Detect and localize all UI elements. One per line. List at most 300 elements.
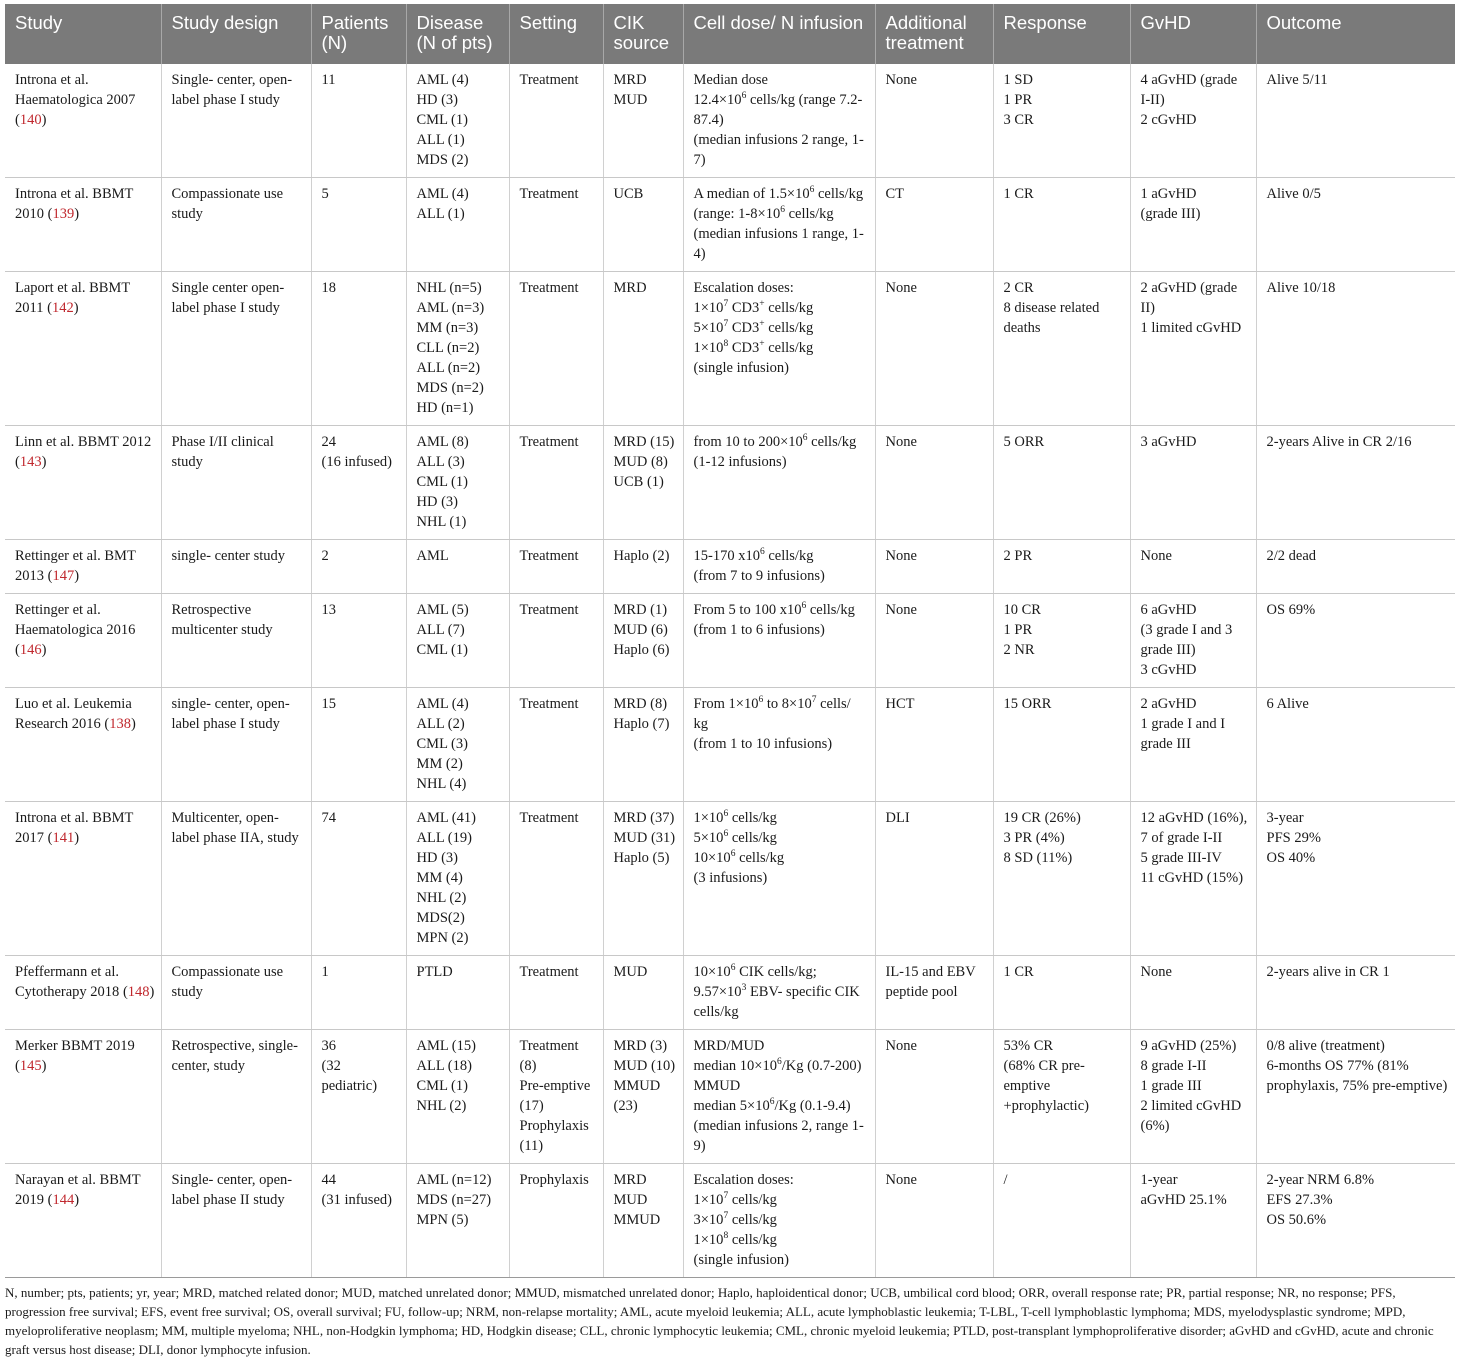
cell-response-line: (68% CR pre-emptive +prophylactic) (1003, 1058, 1089, 1114)
cell-gvhd (1130, 272, 1256, 426)
cell-design (161, 1164, 311, 1278)
cell-dose-line: from 10 to $200\times 10^6$ cells/kg (693, 433, 857, 450)
cell-cik-source (603, 594, 683, 688)
cell-patients-line: 11 (321, 72, 336, 88)
cell-response-line: / (1003, 1172, 1008, 1188)
cell-response (993, 540, 1130, 594)
cell-cik-source-line: MRD (613, 1172, 647, 1188)
cell-gvhd-line: 4 aGvHD (grade I-II) (1140, 72, 1238, 108)
cell-additional-treatment (875, 272, 993, 426)
cell-patients-line: 2 (321, 548, 329, 564)
cell-additional-treatment-text: DLI (885, 810, 910, 826)
cell-setting (509, 178, 603, 272)
cell-dose (683, 64, 875, 178)
cell-cik-source-line: Haplo (2) (613, 548, 670, 564)
cell-cik-source-line: Haplo (5) (613, 850, 670, 866)
table-body (5, 64, 1455, 1278)
cell-response-line: 1 PR (1003, 622, 1033, 638)
cell-design (161, 64, 311, 178)
cell-patients-line: 74 (321, 810, 336, 826)
cell-gvhd-line: 8 grade I-II (1140, 1058, 1207, 1074)
header-study-design: Study design (161, 4, 311, 64)
study-citation: Narayan et al. BBMT 2019 (15, 1172, 141, 1208)
cell-cik-source-line: MUD (10) (613, 1058, 676, 1074)
cell-disease-line: AML (41) (416, 810, 476, 826)
study-citation: Introna et al. Haematologica 2007 (15, 72, 136, 108)
cell-patients (311, 426, 406, 540)
table-row (5, 426, 1455, 540)
cell-cik-source-line: MRD (8) (613, 696, 668, 712)
cell-disease-line: ALL (1) (416, 132, 465, 148)
cell-outcome-line: OS 69% (1266, 602, 1316, 618)
cell-outcome-line: 3-year (1266, 810, 1304, 826)
cell-study: Luo et al. Leukemia Research 2016 (138) (5, 688, 161, 802)
cell-response-line: 5 ORR (1003, 434, 1045, 450)
cell-patients-line: 36 (321, 1038, 336, 1054)
cell-design-text: Single center open-label phase I study (171, 280, 285, 316)
cell-response-line: 3 CR (1003, 112, 1034, 128)
study-citation: Linn et al. BBMT 2012 (15, 434, 152, 450)
cell-dose-line: Median dose (693, 72, 768, 88)
header-row (5, 4, 1455, 64)
cell-study: Pfeffermann et al. Cytotherapy 2018 (148) (5, 956, 161, 1030)
cell-design-text: Retrospective multicenter study (171, 602, 273, 638)
cell-design-text: Single- center, open-label phase I study (171, 72, 293, 108)
cell-patients-line: (32 pediatric) (321, 1058, 378, 1094)
cell-dose-line: (median infusions 2 range, 1-7) (693, 132, 864, 168)
cell-dose-line: (3 infusions) (693, 870, 768, 886)
cell-dose-line: $9.57\times 10^3$ EBV- specific CIK cells/kg (693, 983, 860, 1020)
cell-design (161, 272, 311, 426)
cell-dose-line: $1\times 10^8$ CD3+ cells/kg (693, 339, 814, 356)
cell-disease-line: CLL (n=2) (416, 340, 480, 356)
cell-additional-treatment-text: None (885, 72, 917, 88)
cell-setting (509, 64, 603, 178)
cell-setting (509, 272, 603, 426)
cell-patients-line: 5 (321, 186, 329, 202)
cell-design-text: Retrospective, single-center, study (171, 1038, 298, 1074)
cell-disease-line: MDS (2) (416, 152, 469, 168)
cell-additional-treatment (875, 64, 993, 178)
header-cell-dose: Cell dose/ N infusion (683, 4, 875, 64)
cell-additional-treatment (875, 688, 993, 802)
cell-disease-line: AML (n=12) (416, 1172, 492, 1188)
cell-additional-treatment (875, 426, 993, 540)
cell-disease-line: AML (8) (416, 434, 469, 450)
cell-disease-line: ALL (n=2) (416, 360, 481, 376)
cell-dose-line: $5\times 10^7$ CD3+ cells/kg (693, 319, 814, 336)
cell-response (993, 272, 1130, 426)
header-additional-treatment: Additional treatment (875, 4, 993, 64)
cell-setting-line: Treatment (8) (519, 1038, 579, 1074)
cell-additional-treatment (875, 178, 993, 272)
cell-outcome (1256, 426, 1455, 540)
cell-gvhd-line: None (1140, 964, 1172, 980)
cell-cik-source-line: MRD (15) (613, 434, 675, 450)
cell-dose-line: (from 1 to 6 infusions) (693, 622, 825, 638)
cell-study: Laport et al. BBMT 2011 (142) (5, 272, 161, 426)
cell-additional-treatment-text: CT (885, 186, 905, 202)
cell-design (161, 688, 311, 802)
cell-disease (406, 272, 509, 426)
cell-dose-line: (median infusions 1 range, 1-4) (693, 226, 864, 262)
cell-cik-source-line: MRD (37) (613, 810, 675, 826)
cell-dose-line: $3\times 10^7$ cells/kg (693, 1211, 777, 1228)
table-row (5, 272, 1455, 426)
cell-dose (683, 426, 875, 540)
header-disease: Disease (N of pts) (406, 4, 509, 64)
cell-outcome (1256, 178, 1455, 272)
cell-cik-source-line: UCB (1) (613, 474, 664, 490)
cell-study: Merker BBMT 2019 (145) (5, 1030, 161, 1164)
table-row (5, 1164, 1455, 1278)
cell-response (993, 802, 1130, 956)
cell-patients (311, 540, 406, 594)
cell-outcome-line: 2/2 dead (1266, 548, 1317, 564)
cell-response-line: 3 PR (4%) (1003, 830, 1065, 846)
cell-setting (509, 802, 603, 956)
cell-gvhd-line: 12 aGvHD (16%), 7 of grade I-II (1140, 810, 1248, 846)
cell-dose-line: $1\times 10^7$ CD3+ cells/kg (693, 299, 814, 316)
cell-patients (311, 956, 406, 1030)
cell-gvhd-line: aGvHD 25.1% (1140, 1192, 1227, 1208)
cell-dose-line: (from 7 to 9 infusions) (693, 568, 825, 584)
cell-dose-line: A median of $1.5\times 10^6$ cells/kg (693, 185, 864, 202)
cell-cik-source-line: MUD (6) (613, 622, 668, 638)
cell-study: Linn et al. BBMT 2012 (143) (5, 426, 161, 540)
reference-link[interactable]: 144 (52, 1192, 75, 1208)
cell-setting (509, 1030, 603, 1164)
cik-studies-table (5, 4, 1455, 1278)
table-row (5, 688, 1455, 802)
cell-cik-source-line: MUD (31) (613, 830, 676, 846)
cell-study: Rettinger et al. Haematologica 2016 (146) (5, 594, 161, 688)
cell-patients (311, 594, 406, 688)
cell-dose-line: $5\times 10^6$ cells/kg (693, 829, 777, 846)
cell-design-text: Compassionate use study (171, 964, 284, 1000)
cell-dose-line: $1\times 10^6$ cells/kg (693, 809, 777, 826)
cell-dose-line: $10\times 10^6$ CIK cells/kg; (693, 963, 817, 980)
cell-setting-line: Treatment (519, 548, 579, 564)
cell-outcome (1256, 64, 1455, 178)
cell-cik-source-line: MMUD (23) (613, 1078, 661, 1114)
cell-disease-line: ALL (7) (416, 622, 465, 638)
cell-disease-line: ALL (1) (416, 206, 465, 222)
cell-gvhd (1130, 1164, 1256, 1278)
cell-outcome-line: 6-months OS 77% (81% prophylaxis, 75% pre-emptive) (1266, 1058, 1448, 1094)
cell-additional-treatment (875, 594, 993, 688)
cell-dose (683, 1030, 875, 1164)
cell-disease-line: AML (416, 548, 449, 564)
reference-link[interactable]: 142 (51, 300, 74, 316)
header-gvhd: GvHD (1130, 4, 1256, 64)
cell-dose-line: $12.4\times 10^6$ cells/kg (range 7.2-87.4) (693, 91, 863, 128)
cell-disease-line: NHL (1) (416, 514, 467, 530)
table-row (5, 802, 1455, 956)
cell-design (161, 802, 311, 956)
cell-additional-treatment-text: None (885, 602, 917, 618)
cell-gvhd (1130, 956, 1256, 1030)
cell-outcome-line: OS 40% (1266, 850, 1316, 866)
reference-link[interactable]: 147 (52, 568, 75, 584)
study-citation: Rettinger et al. BMT 2013 (15, 548, 136, 584)
cell-outcome-line: Alive 5/11 (1266, 72, 1328, 88)
cell-patients (311, 64, 406, 178)
cell-cik-source-line: MUD (613, 1192, 648, 1208)
cell-disease-line: HD (n=1) (416, 400, 474, 416)
cell-setting-line: Treatment (519, 696, 579, 712)
cell-dose-line: MMUD (693, 1078, 741, 1094)
table-row (5, 1030, 1455, 1164)
cell-additional-treatment-text: None (885, 1172, 917, 1188)
cell-response-line: 8 SD (11%) (1003, 850, 1073, 866)
cell-design-text: Single- center, open-label phase II study (171, 1172, 293, 1208)
cell-outcome-line: EFS 27.3% (1266, 1192, 1333, 1208)
cell-outcome-line: Alive 0/5 (1266, 186, 1321, 202)
cell-cik-source (603, 956, 683, 1030)
cell-outcome (1256, 540, 1455, 594)
reference-link[interactable]: 145 (19, 1058, 42, 1074)
cell-disease-line: AML (4) (416, 696, 469, 712)
cell-disease (406, 64, 509, 178)
cell-disease-line: ALL (19) (416, 830, 472, 846)
cell-disease-line: ALL (18) (416, 1058, 472, 1074)
cell-dose-line: From 5 to 100 $x10^6$ cells/kg (693, 601, 855, 618)
cell-disease-line: HD (3) (416, 92, 458, 108)
reference-link[interactable]: 146 (19, 642, 42, 658)
cell-gvhd (1130, 594, 1256, 688)
cell-disease-line: AML (4) (416, 186, 469, 202)
cell-additional-treatment (875, 1164, 993, 1278)
cell-disease-line: ALL (2) (416, 716, 465, 732)
cell-design (161, 1030, 311, 1164)
cell-response-line: 2 PR (1003, 548, 1033, 564)
cell-design-text: single- center study (171, 548, 286, 564)
cell-disease-line: CML (1) (416, 642, 468, 658)
cell-additional-treatment-text: None (885, 280, 917, 296)
cell-setting-line: Treatment (519, 280, 579, 296)
cell-gvhd (1130, 178, 1256, 272)
cell-additional-treatment (875, 802, 993, 956)
cell-setting (509, 426, 603, 540)
cell-cik-source-line: MUD (613, 964, 648, 980)
cell-patients-line: 1 (321, 964, 329, 980)
cell-gvhd (1130, 688, 1256, 802)
cell-patients (311, 688, 406, 802)
cell-gvhd-line: None (1140, 548, 1172, 564)
cell-disease-line: MM (n=3) (416, 320, 479, 336)
reference-link[interactable]: 143 (19, 454, 42, 470)
cell-cik-source-line: MRD (613, 280, 647, 296)
cell-disease (406, 594, 509, 688)
cell-cik-source (603, 688, 683, 802)
cell-dose-line: $10\times 10^6$ cells/kg (693, 849, 785, 866)
table-row (5, 540, 1455, 594)
cell-dose-line: $1\times 10^8$ cells/kg (693, 1231, 777, 1248)
cell-disease-line: MM (2) (416, 756, 463, 772)
study-citation: Merker BBMT 2019 (15, 1038, 135, 1054)
cell-gvhd-line: 6 aGvHD (1140, 602, 1197, 618)
cell-response-line: 1 CR (1003, 964, 1034, 980)
cell-disease (406, 688, 509, 802)
cell-disease-line: AML (15) (416, 1038, 476, 1054)
cell-study: Introna et al. BBMT 2010 (139) (5, 178, 161, 272)
cell-setting-line: Pre-emptive (17) (519, 1078, 591, 1114)
cell-disease-line: NHL (2) (416, 890, 467, 906)
header-patients: Patients (N) (311, 4, 406, 64)
cell-disease-line: HD (3) (416, 494, 458, 510)
cell-setting (509, 540, 603, 594)
cell-gvhd-line: (3 grade I and 3 grade III) (1140, 622, 1233, 658)
study-citation: Introna et al. BBMT 2017 (15, 810, 134, 846)
cell-additional-treatment (875, 956, 993, 1030)
cell-outcome-line: 2-years alive in CR 1 (1266, 964, 1390, 980)
cell-disease-line: HD (3) (416, 850, 458, 866)
cell-response-line: 1 SD (1003, 72, 1033, 88)
cell-dose (683, 956, 875, 1030)
cell-cik-source (603, 1164, 683, 1278)
cell-outcome (1256, 802, 1455, 956)
cell-gvhd (1130, 1030, 1256, 1164)
cell-disease-line: MDS(2) (416, 910, 465, 926)
cell-disease (406, 426, 509, 540)
cell-outcome (1256, 1030, 1455, 1164)
cell-gvhd-line: 9 aGvHD (25%) (1140, 1038, 1237, 1054)
cell-setting-line: Treatment (519, 72, 579, 88)
cell-response-line: 1 CR (1003, 186, 1034, 202)
cell-cik-source-line: MMUD (613, 1212, 661, 1228)
cell-setting-line: Treatment (519, 186, 579, 202)
cell-study: Narayan et al. BBMT 2019 (144) (5, 1164, 161, 1278)
table-footnote: N, number; pts, patients; yr, year; MRD, matched related donor; MUD, matched unrelated donor; MMUD, mismatched unrelated donor; Haplo, haploidentical donor; UCB, umbilical cord blood; ORR, overall response rate; PR, partial response; NR, no response; PFS, progression free survival; EFS, event free survival; OS, overall survival; FU, follow-up; NRM, non-relapse mortality; AML, acute myeloid leukemia; ALL, acute lymphoblastic leukemia; T-LBL, T-cell lymphoblastic lymphoma; MDS, myelodysplastic syndrome; MPD, myeloproliferative neoplasm; MM, multiple myeloma; NHL, non-Hodgkin lymphoma; HD, Hodgkin disease; CLL, chronic lymphocytic leukemia; CML, chronic myeloid leukemia; PTLD, post-transplant lymphoproliferative disorder; aGvHD and cGvHD, acute and chronic graft versus host disease; DLI, donor lymphocyte infusion. (5, 1285, 1434, 1357)
study-citation: Pfeffermann et al. Cytotherapy 2018 (15, 964, 120, 1000)
cell-setting-line: Treatment (519, 810, 579, 826)
cell-response (993, 688, 1130, 802)
cell-disease (406, 178, 509, 272)
cell-dose-line: (median infusions 2, range 1-9) (693, 1118, 864, 1154)
cell-outcome-line: 2-years Alive in CR 2/16 (1266, 434, 1412, 450)
cell-dose-line: (1-12 infusions) (693, 454, 787, 470)
reference-link[interactable]: 148 (127, 984, 150, 1000)
cell-dose-line: (single infusion) (693, 1252, 789, 1268)
header-study: Study (5, 4, 161, 64)
table-row (5, 178, 1455, 272)
header-response: Response (993, 4, 1130, 64)
table-row (5, 64, 1455, 178)
cell-gvhd-line: 11 cGvHD (15%) (1140, 870, 1244, 886)
cell-gvhd-line: 1 limited cGvHD (1140, 320, 1242, 336)
cell-additional-treatment (875, 1030, 993, 1164)
cell-design-text: Multicenter, open-label phase IIA, study (171, 810, 299, 846)
cell-patients (311, 1030, 406, 1164)
cell-cik-source (603, 178, 683, 272)
reference-link[interactable]: 139 (52, 206, 75, 222)
cell-setting (509, 594, 603, 688)
cell-disease (406, 1030, 509, 1164)
cell-response-line: 2 NR (1003, 642, 1035, 658)
study-citation: Laport et al. BBMT 2011 (15, 280, 130, 316)
cell-additional-treatment-text: None (885, 548, 917, 564)
cell-dose-line: $1\times 10^7$ cells/kg (693, 1191, 777, 1208)
cell-dose (683, 688, 875, 802)
cell-disease-line: NHL (4) (416, 776, 467, 792)
cell-study: Rettinger et al. BMT 2013 (147) (5, 540, 161, 594)
cell-gvhd-line: 3 aGvHD (1140, 434, 1197, 450)
cell-setting-line: Treatment (519, 964, 579, 980)
cell-cik-source (603, 426, 683, 540)
cell-response (993, 178, 1130, 272)
cell-dose (683, 272, 875, 426)
cell-patients-line: 13 (321, 602, 336, 618)
cell-disease-line: AML (4) (416, 72, 469, 88)
cell-cik-source-line: MRD (1) (613, 602, 668, 618)
cell-cik-source-line: MRD (3) (613, 1038, 668, 1054)
reference-link[interactable]: 141 (52, 830, 75, 846)
reference-link[interactable]: 138 (109, 716, 131, 732)
cell-disease-line: CML (3) (416, 736, 468, 752)
cell-setting-line: Treatment (519, 602, 579, 618)
cell-disease-line: MPN (2) (416, 930, 469, 946)
cell-response-line: 2 CR (1003, 280, 1034, 296)
cell-disease (406, 956, 509, 1030)
cell-dose-line: MRD/MUD (693, 1038, 765, 1054)
cell-disease-line: MDS (n=2) (416, 380, 484, 396)
cell-disease-line: CML (1) (416, 474, 468, 490)
cell-dose (683, 540, 875, 594)
cell-response (993, 1164, 1130, 1278)
cell-additional-treatment-text: None (885, 434, 917, 450)
cell-disease-line: MDS (n=27) (416, 1192, 492, 1208)
cell-dose-line: Escalation doses: (693, 1172, 794, 1188)
cell-patients-line: (31 infused) (321, 1192, 392, 1208)
table-row (5, 594, 1455, 688)
table-container (5, 4, 1455, 1359)
cell-setting-line: Prophylaxis (519, 1172, 589, 1188)
cell-cik-source (603, 1030, 683, 1164)
cell-dose-line: (from 1 to 10 infusions) (693, 736, 833, 752)
cell-outcome-line: OS 50.6% (1266, 1212, 1327, 1228)
cell-patients-line: 24 (321, 434, 336, 450)
header-outcome: Outcome (1256, 4, 1455, 64)
reference-link[interactable]: 140 (19, 112, 42, 128)
cell-outcome-line: PFS 29% (1266, 830, 1321, 846)
cell-dose (683, 594, 875, 688)
cell-patients (311, 178, 406, 272)
cell-setting (509, 956, 603, 1030)
cell-gvhd-line: 1 grade I and I grade III (1140, 716, 1226, 752)
header-setting: Setting (509, 4, 603, 64)
cell-gvhd-line: 2 cGvHD (1140, 112, 1197, 128)
cell-cik-source-line: UCB (613, 186, 644, 202)
cell-outcome-line: 2-year NRM 6.8% (1266, 1172, 1375, 1188)
cell-dose-line: median $10\times 10^6/Kg$ (0.7-200) (693, 1057, 862, 1074)
cell-study: Introna et al. BBMT 2017 (141) (5, 802, 161, 956)
cell-dose-line: median $5\times 10^6/Kg$ (0.1-9.4) (693, 1097, 851, 1114)
study-citation: Luo et al. Leukemia Research 2016 (15, 696, 132, 732)
cell-setting (509, 688, 603, 802)
cell-gvhd (1130, 802, 1256, 956)
cell-study: Introna et al. Haematologica 2007 (140) (5, 64, 161, 178)
cell-response (993, 956, 1130, 1030)
cell-cik-source (603, 802, 683, 956)
cell-disease-line: PTLD (416, 964, 453, 980)
cell-disease-line: AML (n=3) (416, 300, 485, 316)
cell-patients-line: 44 (321, 1172, 336, 1188)
cell-additional-treatment-text: IL-15 and EBV peptide pool (885, 964, 976, 1000)
cell-response-line: 53% CR (1003, 1038, 1054, 1054)
cell-disease-line: AML (5) (416, 602, 469, 618)
cell-response (993, 426, 1130, 540)
